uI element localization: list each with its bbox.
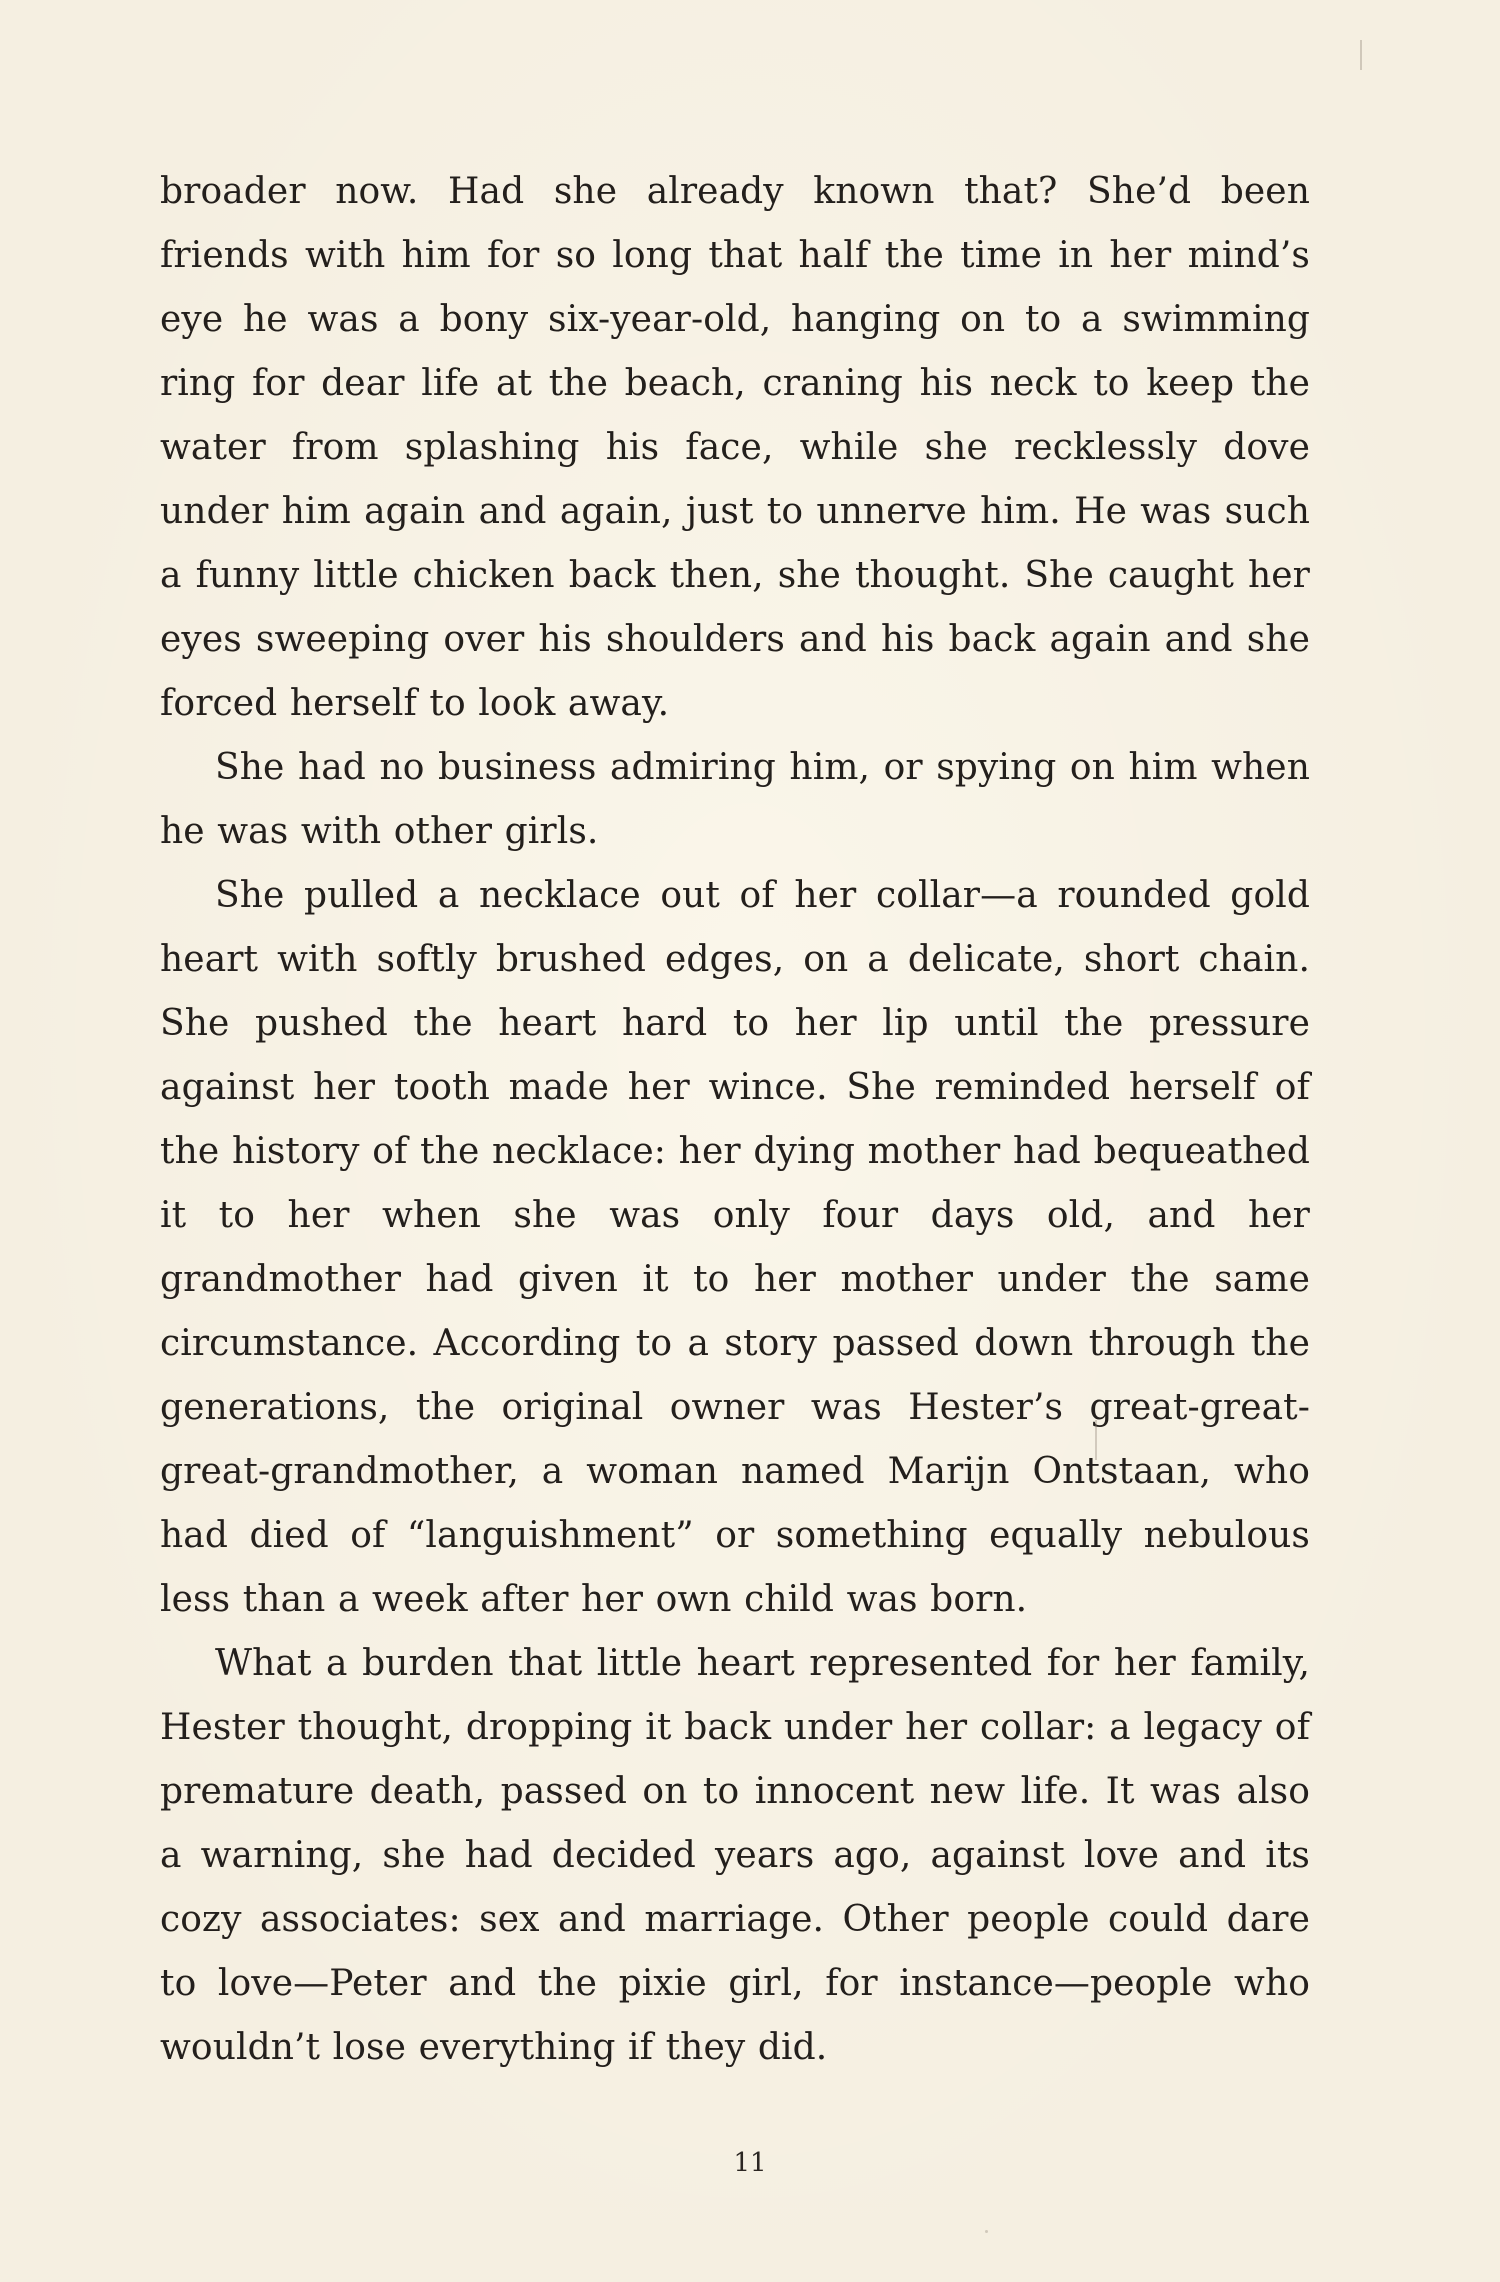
paragraph-burden: What a burden that little heart represented for her family, Hester thought, dropping it back under her collar: a legacy of premature death, passed on to innocent new life. It was also a warning, she had decided years ago, against love and its cozy associates: sex and marriage. Other people could dare to love—Peter and the pixie girl, for instance—people who wouldn’t lose everything if they did.	[160, 1643, 1310, 2068]
body-text	[160, 160, 1310, 2080]
paragraph-no-business: She had no business admiring him, or spying on him when he was with other girls.	[160, 747, 1310, 852]
paragraph-necklace: She pulled a necklace out of her collar—a rounded gold heart with softly brushed edges, on a delicate, short chain. She pushed the heart hard to her lip until the pressure against her tooth made her wince. She reminded herself of the history of the necklace: her dying mother had bequeathed it to her when she was only four days old, and her grandmother had given it to her mother under the same circumstance. According to a story passed down through the generations, the original owner was Hester’s great-great-great-grandmother, a woman named Marijn Ontstaan, who had died of “languishment” or something equally nebulous less than a week after her own child was born.	[160, 875, 1310, 1620]
paper-speck	[985, 2230, 988, 2233]
paper-speck	[1360, 40, 1362, 70]
page-number: 11	[733, 2148, 767, 2178]
paper-speck	[1095, 1420, 1097, 1460]
paragraph-continued: broader now. Had she already known that? She’d been friends with him for so long that half the time in her mind’s eye he was a bony six-year-old, hanging on to a swimming ring for dear life at the beach, craning his neck to keep the water from splashing his face, while she recklessly dove under him again and again, just to unnerve him. He was such a funny little chicken back then, she thought. She caught her eyes sweeping over his shoulders and his back again and she forced herself to look away.	[160, 171, 1310, 724]
